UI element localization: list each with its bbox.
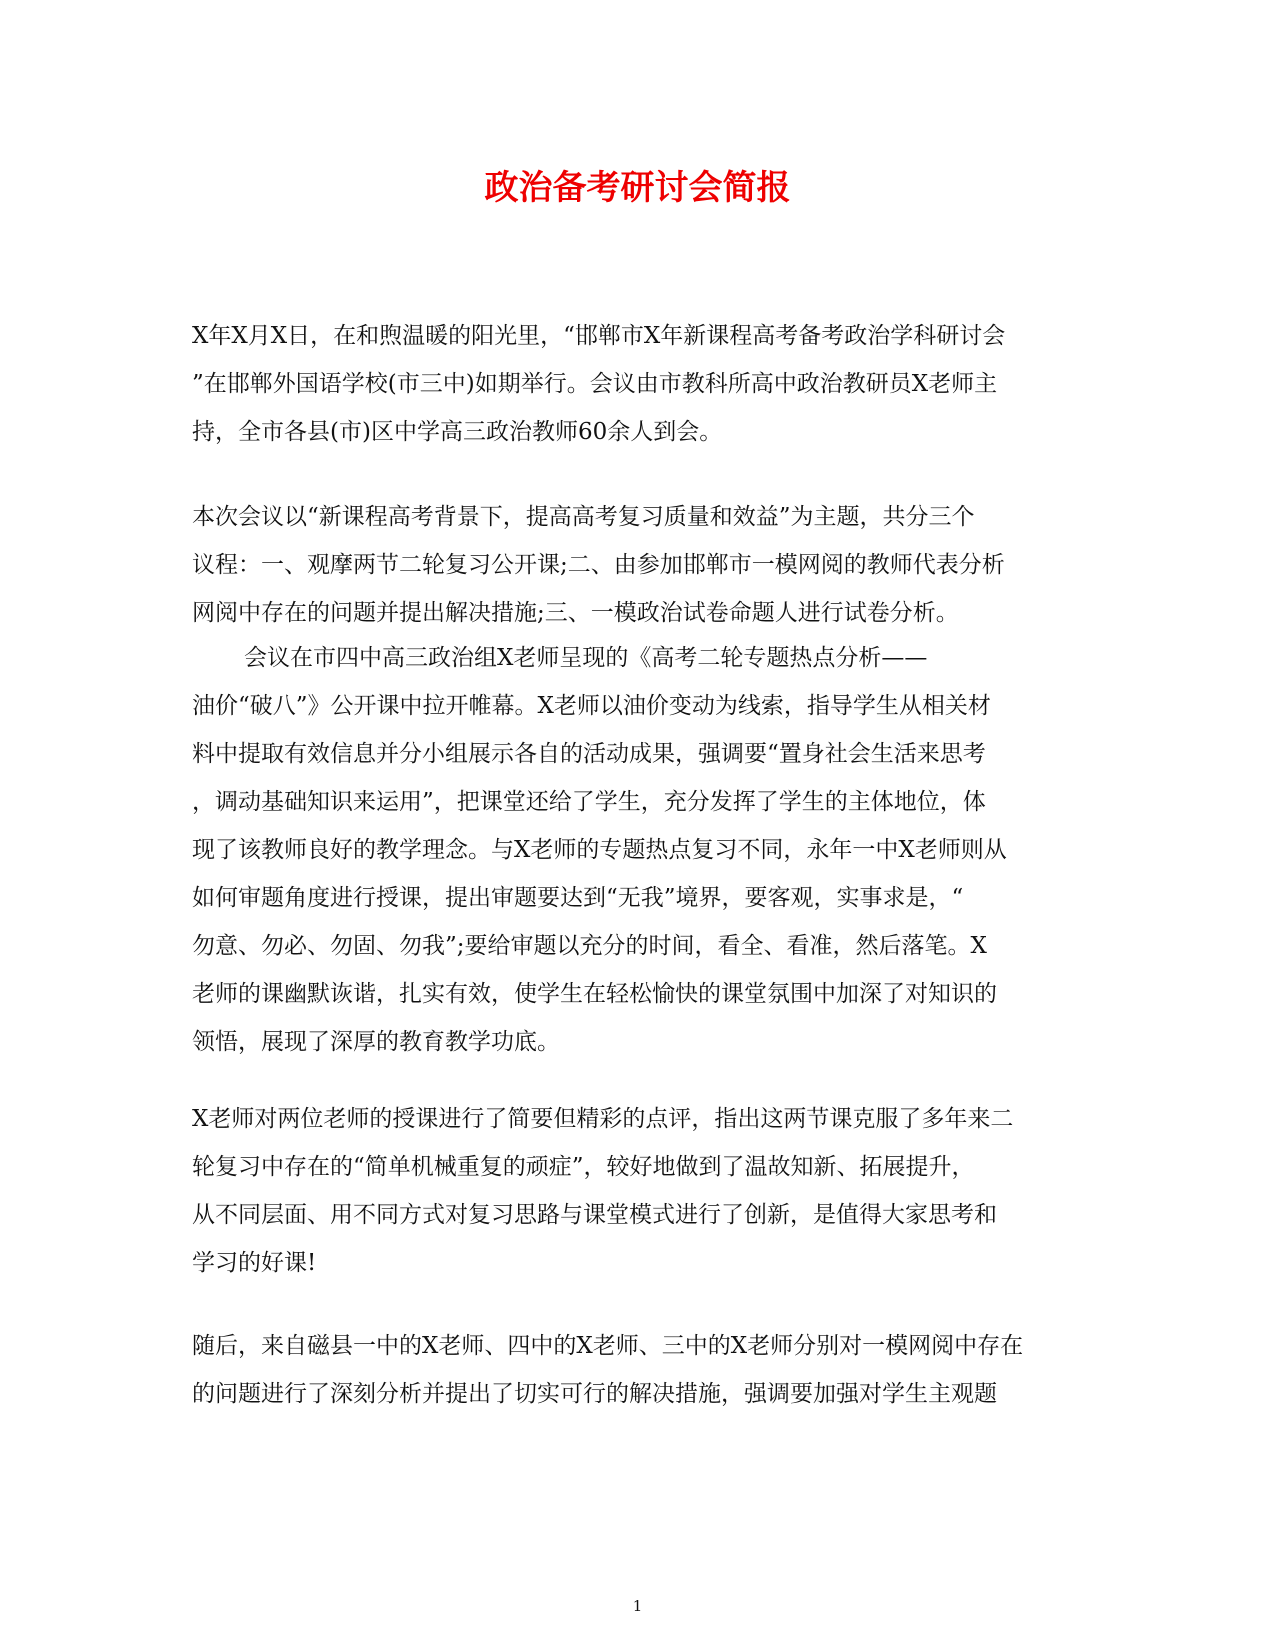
page-number: 1 [632, 1597, 643, 1615]
document-title: 政治备考研讨会简报 [484, 168, 791, 208]
paragraph-1 [192, 312, 1082, 456]
paragraph-line: 本次会议以“新课程高考背景下，提高高考复习质量和效益”为主题，共分三个 [192, 504, 975, 530]
paragraph-line: 老师的课幽默诙谐，扎实有效，使学生在轻松愉快的课堂氛围中加深了对知识的 [192, 981, 997, 1007]
paragraph-line: 勿意、勿必、勿固、勿我”;要给审题以充分的时间，看全、看准，然后落笔。X [192, 933, 987, 959]
paragraph-line: 油价“破八”》公开课中拉开帷幕。X老师以油价变动为线索，指导学生从相关材 [192, 693, 991, 719]
paragraph-2 [192, 493, 1082, 637]
paragraph-line: 领悟，展现了深厚的教育教学功底。 [192, 1029, 560, 1055]
paragraph-line: 随后，来自磁县一中的X老师、四中的X老师、三中的X老师分别对一模网阅中存在 [192, 1333, 1024, 1359]
paragraph-line: 如何审题角度进行授课，提出审题要达到“无我”境界，要客观，实事求是，“ [192, 885, 964, 911]
paragraph-line: 学习的好课! [192, 1250, 317, 1276]
paragraph-line: 会议在市四中高三政治组X老师呈现的《高考二轮专题热点分析—— [244, 645, 928, 671]
paragraph-line: 持，全市各县(市)区中学高三政治教师60余人到会。 [192, 419, 723, 445]
paragraph-line: ”在邯郸外国语学校(市三中)如期举行。会议由市教科所高中政治教研员X老师主 [192, 371, 998, 397]
paragraph-line: X年X月X日，在和煦温暖的阳光里，“邯郸市X年新课程高考备考政治学科研讨会 [192, 323, 1006, 349]
paragraph-line: X老师对两位老师的授课进行了简要但精彩的点评，指出这两节课克服了多年来二 [192, 1106, 1014, 1132]
paragraph-3 [192, 634, 1082, 1066]
paragraph-line: 的问题进行了深刻分析并提出了切实可行的解决措施，强调要加强对学生主观题 [192, 1381, 997, 1407]
paragraph-line: 轮复习中存在的“简单机械重复的顽症”，较好地做到了温故知新、拓展提升， [192, 1154, 975, 1180]
paragraph-4 [192, 1095, 1082, 1287]
paragraph-line: 料中提取有效信息并分小组展示各自的活动成果，强调要“置身社会生活来思考 [192, 741, 986, 767]
paragraph-line: 现了该教师良好的教学理念。与X老师的专题热点复习不同，永年一中X老师则从 [192, 837, 1007, 863]
paragraph-line: 从不同层面、用不同方式对复习思路与课堂模式进行了创新，是值得大家思考和 [192, 1202, 997, 1228]
paragraph-5 [192, 1322, 1082, 1418]
paragraph-line: 议程：一、观摩两节二轮复习公开课;二、由参加邯郸市一模网阅的教师代表分析 [192, 552, 1005, 578]
paragraph-line: ，调动基础知识来运用”，把课堂还给了学生，充分发挥了学生的主体地位，体 [192, 789, 986, 815]
paragraph-line: 网阅中存在的问题并提出解决措施;三、一模政治试卷命题人进行试卷分析。 [192, 600, 959, 626]
